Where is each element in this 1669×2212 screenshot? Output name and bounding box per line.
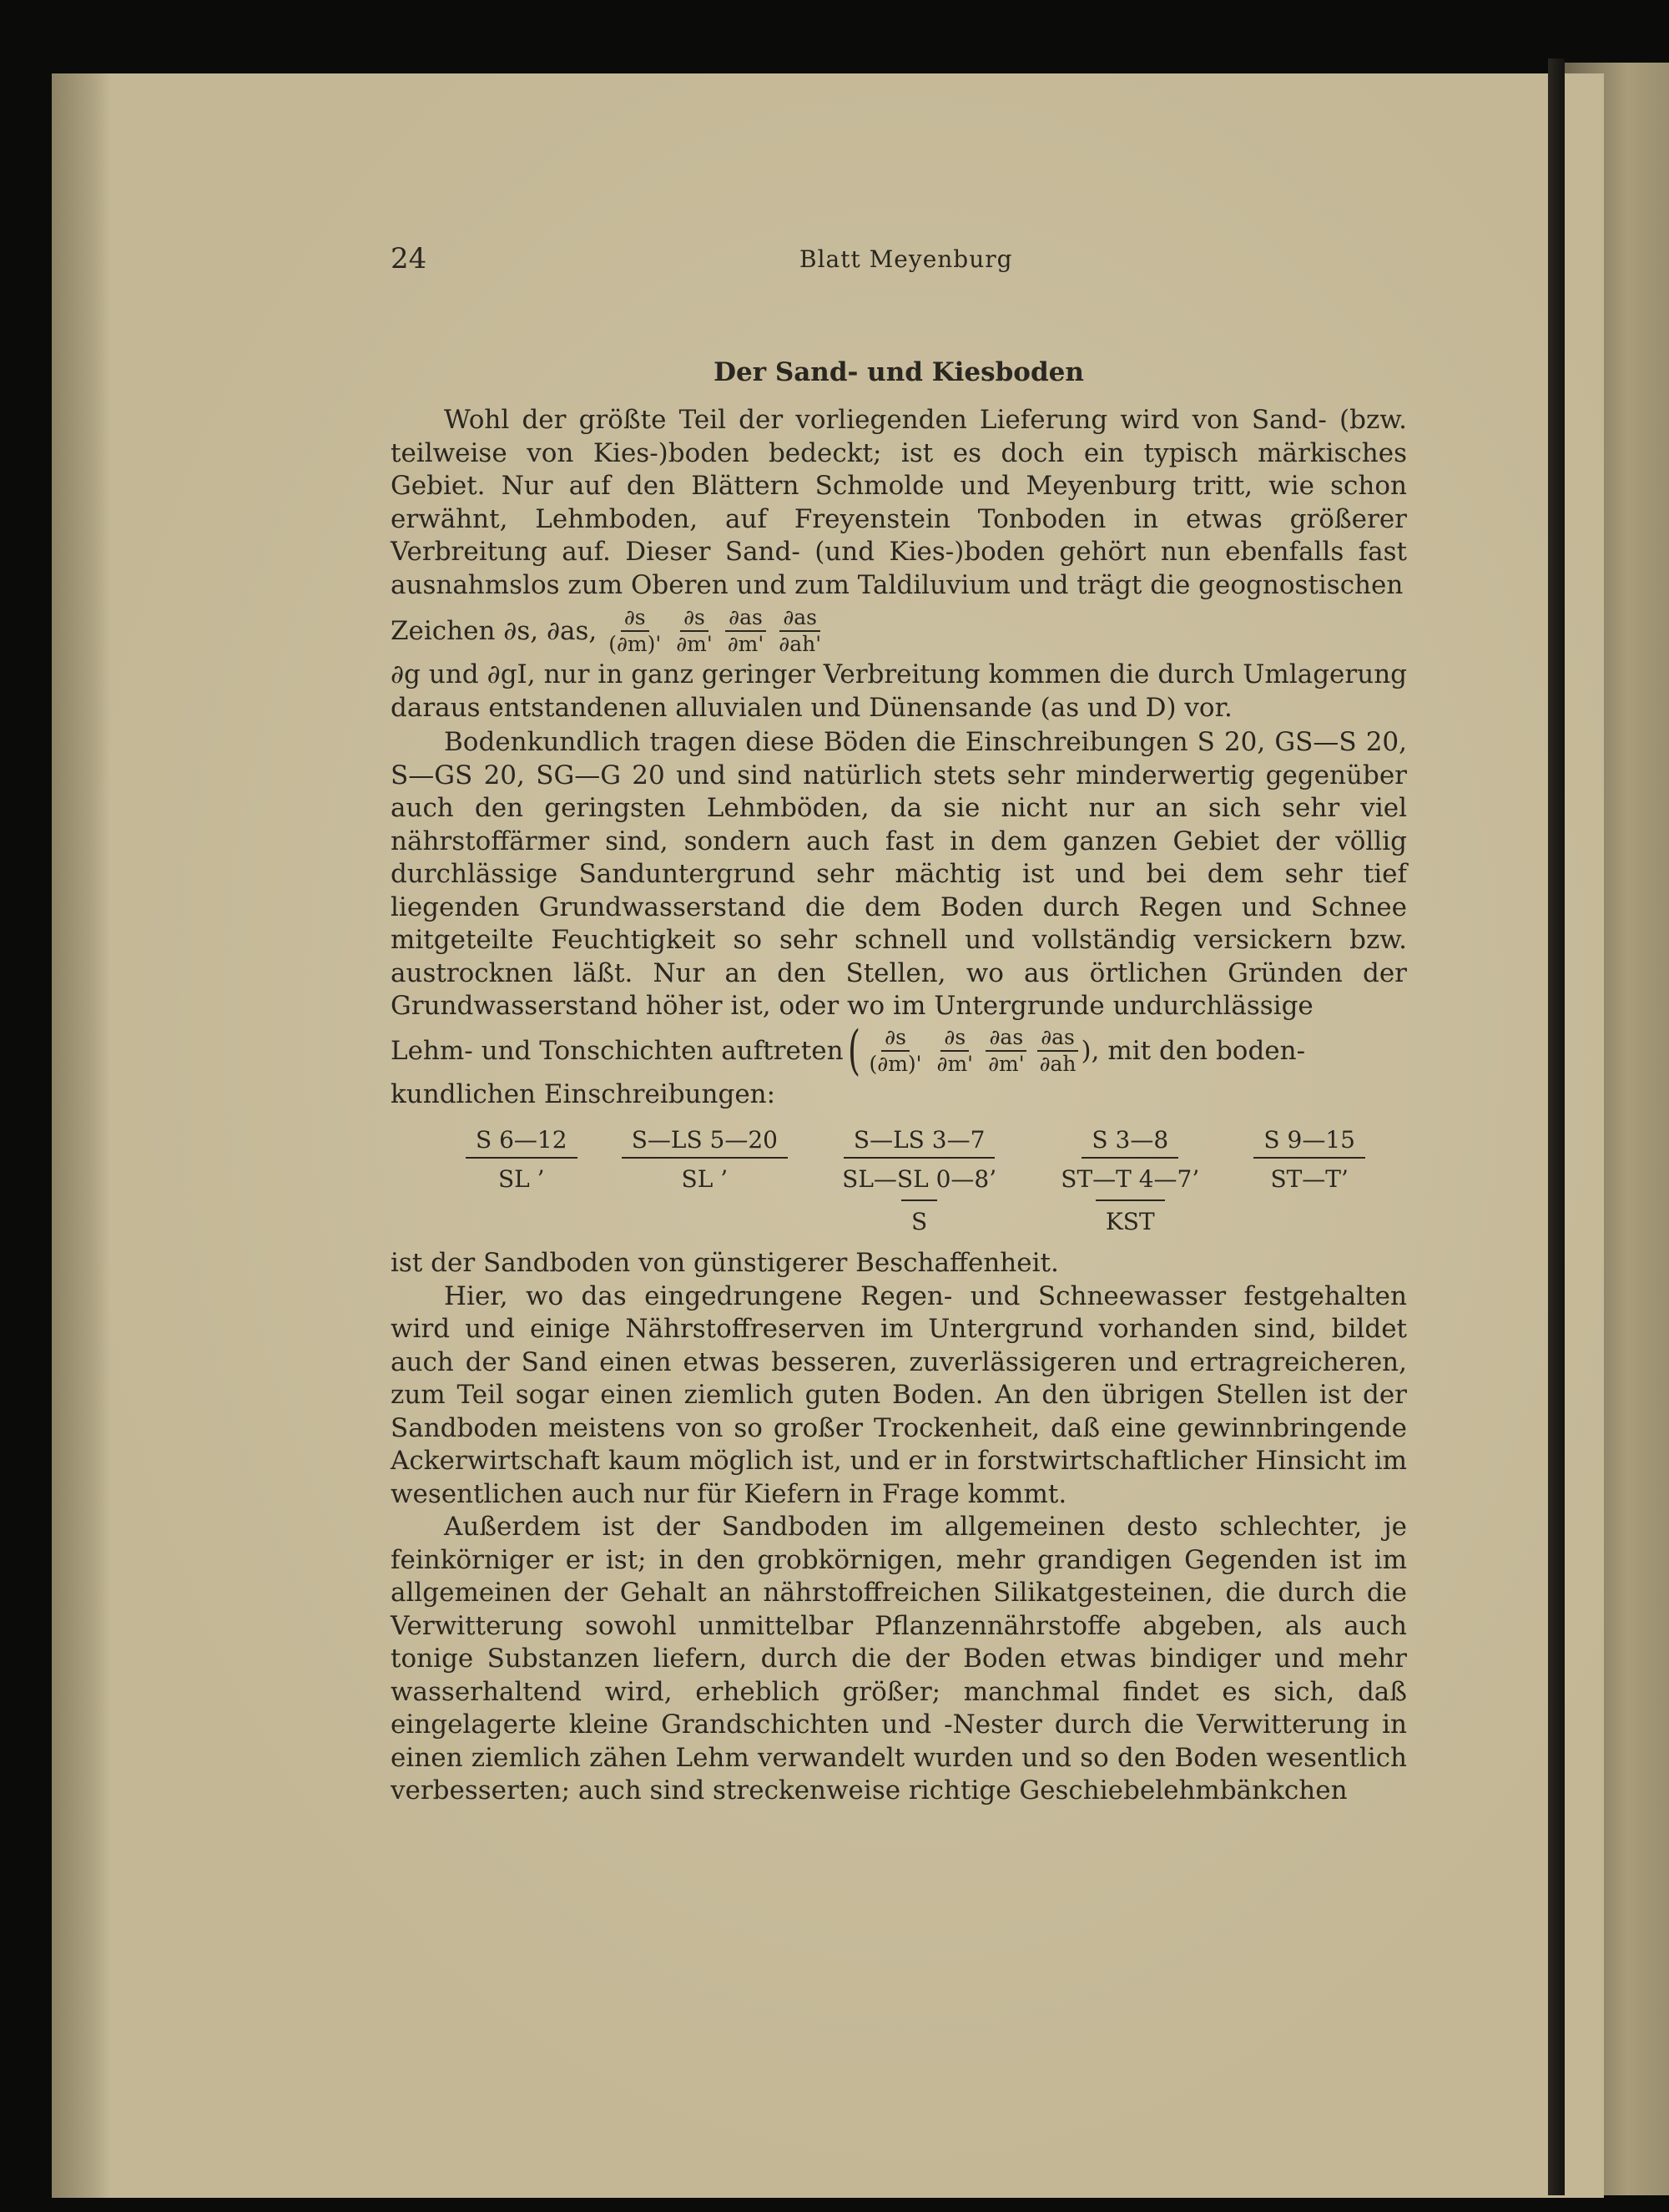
soil-code-top: S—LS 5—20	[622, 1126, 788, 1159]
zeichen-label: Zeichen ∂s, ∂as,	[391, 616, 598, 646]
fraction-denominator: ∂ah'	[779, 632, 822, 656]
soil-code-bottom-text: ST—T	[1270, 1165, 1341, 1193]
paragraph-1-text: Wohl der größte Teil der vorliegenden Lieferung wird von Sand- (bzw. teilweise von Kies-)boden bedeckt; ist es doch ein typisch märkisches Gebiet. Nur auf den Blättern Schmolde und Meyenburg tritt, wie schon erwähnt, Lehmboden, auf Freyenstein Tonboden in etwas größerer Verbreitung auf. Dieser Sand- (und Kies-)boden gehört nun ebenfalls fast ausnahmslos zum Oberen und zum Taldiluvium und trägt die geognostischen	[391, 405, 1407, 600]
soil-code	[466, 1126, 577, 1235]
fraction-denominator: ∂m'	[676, 632, 713, 656]
section-title: Der Sand- und Kiesboden	[713, 357, 1084, 387]
fraction-denominator: ∂m'	[727, 632, 764, 656]
soil-code-bottom: SL—SL 0—8’	[842, 1165, 997, 1193]
lehm-label: Lehm- und Tonschichten auftreten	[391, 1035, 844, 1066]
fraction-numerator: ∂as	[986, 1025, 1026, 1052]
paragraph-2: Bodenkundlich tragen diese Böden die Einschreibungen S 20, GS—S 20, S—GS 20, SG—G 20 und sind natürlich stets sehr minderwertig gegenüber auch den geringsten Lehmböden, da sie nicht nur an sich sehr viel nährstoffärmer sind, sondern auch fast in dem ganzen Gebiet der völlig durchlässige Sanduntergrund sehr mächtig ist und bei dem sehr tief liegenden Grundwasserstand die dem Boden durch Regen und Schnee mitgeteilte Feuchtigkeit so sehr schnell und vollständig versickern bzw. austrocknen läßt. Nur an den Stellen, wo aus örtlichen Gründen der Grundwasserstand höher ist, oder wo im Untergrunde undurchlässige	[391, 727, 1407, 1021]
soil-code	[622, 1126, 788, 1235]
zeichen-formula-line	[391, 605, 1407, 657]
fraction	[673, 605, 716, 657]
lehm-fractions	[866, 1025, 1080, 1077]
lehm-rest: ), mit den boden-	[1081, 1035, 1306, 1066]
soil-code-top: S 6—12	[466, 1126, 577, 1159]
fraction-numerator: ∂as	[725, 605, 766, 632]
fraction	[605, 605, 664, 657]
fraction-numerator: ∂s	[621, 605, 649, 632]
page-header	[391, 242, 1407, 284]
kundlich-line: kundlichen Einschreibungen:	[391, 1078, 776, 1109]
soil-code-bottom: ST—T 4—7’	[1061, 1165, 1200, 1193]
paragraph-3: ist der Sandboden von günstigerer Beschaffenheit.	[391, 1248, 1059, 1278]
soil-code-sub: S	[901, 1199, 937, 1235]
fraction-denominator: ∂m'	[988, 1051, 1025, 1076]
paragraph-4: Hier, wo das eingedrungene Regen- und Schneewasser festgehalten wird und einige Nährstoffreserven im Untergrund vorhanden sind, bildet auch der Sand einen etwas besseren, zuverlässigeren und ertragreicheren, zum Teil sogar einen ziemlich guten Boden. An den übrigen Stellen ist der Sandboden meistens von so großer Trockenheit, daß eine gewinnbringende Ackerwirtschaft kaum möglich ist, und er in forstwirtschaftlicher Hinsicht im wesentlichen auch nur für Kiefern in Frage kommt.	[391, 1280, 1407, 1509]
fraction	[985, 1025, 1028, 1077]
soil-code-bottom-text: SL	[497, 1165, 530, 1193]
fraction-numerator: ∂as	[1037, 1025, 1078, 1052]
page-text-block	[391, 242, 1407, 1808]
soil-codes-row	[466, 1126, 1365, 1235]
fraction-denominator: ∂ah	[1039, 1051, 1077, 1076]
soil-code-sep: ’	[537, 1165, 545, 1193]
soil-code-top: S 3—8	[1082, 1126, 1178, 1159]
soil-code-top: S 9—15	[1253, 1126, 1365, 1159]
page-number: 24	[391, 242, 427, 275]
fraction-numerator: ∂s	[940, 1025, 969, 1052]
fraction-denominator: (∂m)'	[608, 632, 662, 656]
soil-code-bottom	[1260, 1159, 1358, 1196]
fraction	[775, 605, 824, 657]
paragraph-1	[391, 404, 1407, 602]
fraction-denominator: (∂m)'	[869, 1051, 922, 1076]
running-title: Blatt Meyenburg	[799, 245, 1013, 273]
fraction-numerator: ∂as	[779, 605, 820, 632]
soil-code	[1051, 1126, 1209, 1235]
book-gutter	[1548, 58, 1565, 2195]
soil-code	[832, 1126, 1006, 1235]
soil-code-top: S—LS 3—7	[844, 1126, 996, 1159]
fraction	[866, 1025, 925, 1077]
soil-code-bottom-text: SL	[681, 1165, 713, 1193]
fraction	[724, 605, 768, 657]
zeichen-fractions	[605, 605, 824, 657]
paragraph-5: Außerdem ist der Sandboden im allgemeinen desto schlechter, je feinkörniger er ist; in den grobkörnigen, mehr grandigen Gegenden ist im allgemeinen der Gehalt an nährstoffreichen Silikatgesteinen, die durch die Verwitterung sowohl unmittelbar Pflanzennährstoffe abgeben, als auch tonige Substanzen liefern, durch die der Boden etwas bindiger und mehr wasserhaltend wird, erheblich größer; manchmal findet es sich, daß eingelagerte kleine Grandschichten und -Nester durch die Verwitterung in einen ziemlich zähen Lehm verwandelt wurden und so den Boden wesentlich verbesserten; auch sind streckenweise richtige Geschiebelehmbänkchen	[391, 1512, 1407, 1805]
fraction-numerator: ∂s	[881, 1025, 910, 1052]
open-paren: (	[847, 1019, 860, 1082]
fraction	[934, 1025, 977, 1077]
lehm-formula-line	[391, 1019, 1407, 1082]
fraction-denominator: ∂m'	[936, 1051, 974, 1076]
soil-code-bottom	[672, 1159, 739, 1196]
fraction-numerator: ∂s	[680, 605, 708, 632]
fraction	[1036, 1025, 1080, 1077]
paragraph-1-continued: ∂g und ∂gI, nur in ganz geringer Verbreitung kommen die durch Umlagerung daraus entstandenen alluvialen und Dünensande (as und D) vor.	[391, 659, 1407, 723]
soil-code-sep: ’	[720, 1165, 729, 1193]
soil-code-bottom	[488, 1159, 555, 1196]
soil-code-sep: ’	[1341, 1165, 1349, 1193]
soil-code-sub: KST	[1096, 1199, 1165, 1235]
soil-code	[1253, 1126, 1365, 1235]
